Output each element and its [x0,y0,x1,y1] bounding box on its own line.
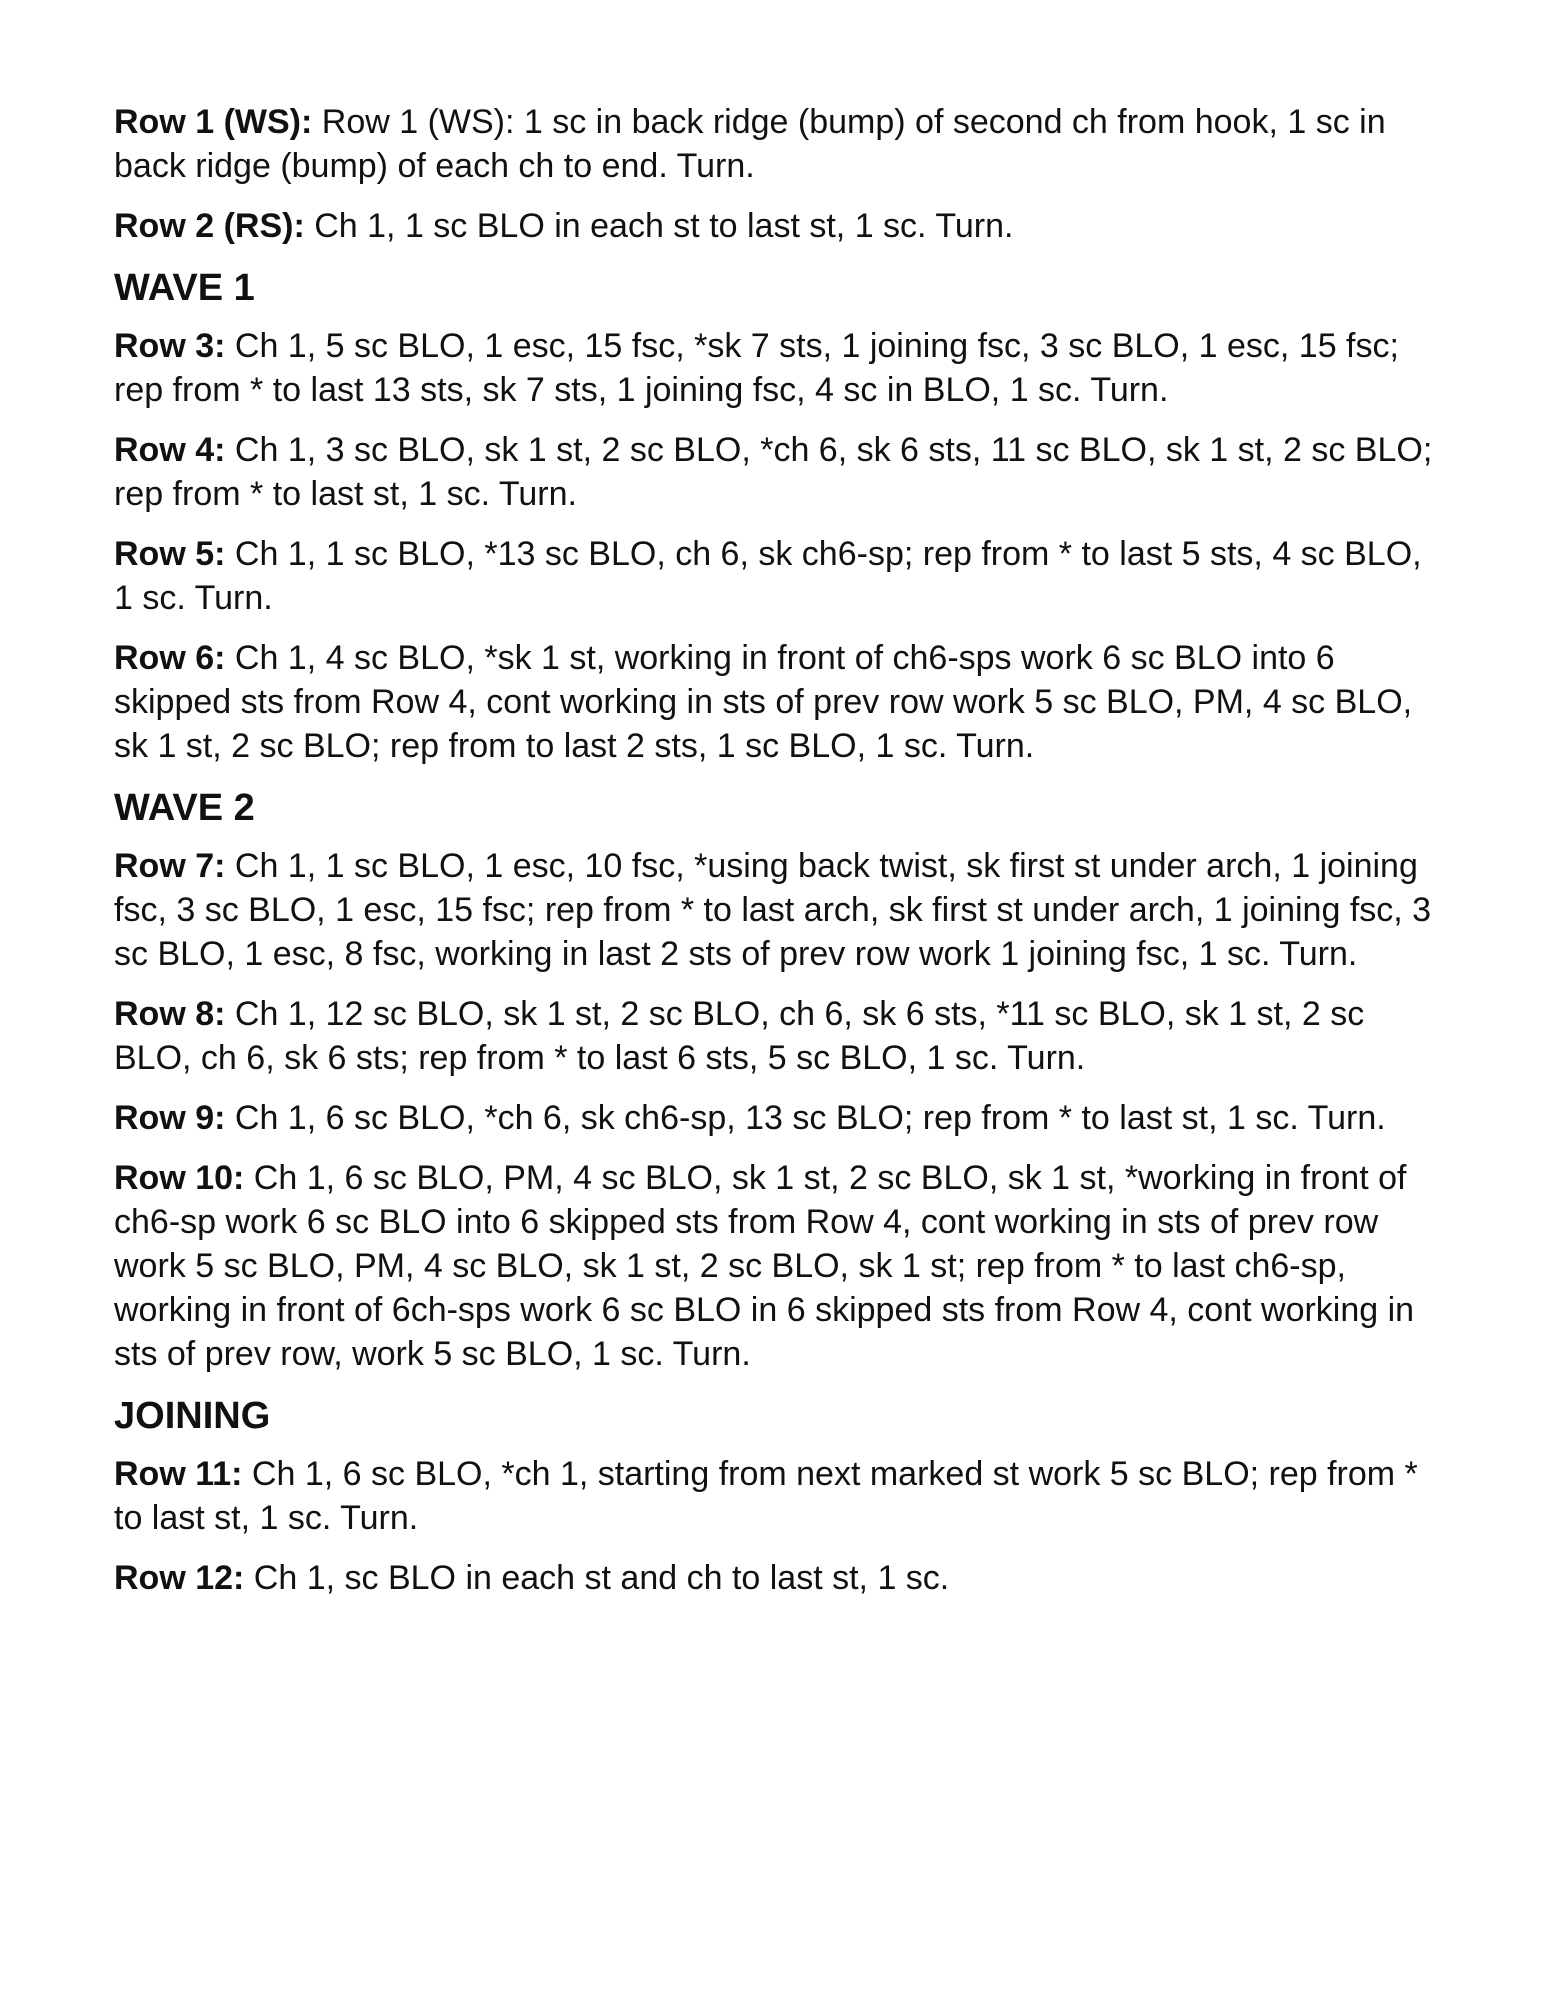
row-1 [114,100,1434,188]
row-7 [114,844,1434,976]
row-2 [114,204,1434,248]
row-label: Row 11: [114,1455,243,1493]
row-5 [114,532,1434,620]
row-6 [114,636,1434,768]
row-label: Row 7: [114,847,226,885]
row-text: Ch 1, 1 sc BLO, *13 sc BLO, ch 6, sk ch6-sp; rep from * to last 5 sts, 4 sc BLO, 1 sc. Turn. [114,535,1422,617]
row-11 [114,1452,1434,1540]
row-text: Ch 1, 6 sc BLO, *ch 6, sk ch6-sp, 13 sc BLO; rep from * to last st, 1 sc. Turn. [225,1099,1386,1137]
row-9 [114,1096,1434,1140]
row-12 [114,1556,1434,1600]
row-label: Row 3: [114,327,226,365]
row-label: Row 8: [114,995,226,1033]
row-text: Ch 1, 12 sc BLO, sk 1 st, 2 sc BLO, ch 6, sk 6 sts, *11 sc BLO, sk 1 st, 2 sc BLO, ch 6, sk 6 sts; rep from * to last 6 sts, 5 sc BLO, 1 sc. Turn. [114,995,1365,1077]
row-label: Row 2 (RS): [114,207,305,245]
pattern-page [114,100,1434,1616]
section-heading-wave-2: WAVE 2 [114,787,255,829]
row-label: Row 4: [114,431,226,469]
row-8 [114,992,1434,1080]
row-4 [114,428,1434,516]
row-3 [114,324,1434,412]
row-text: Ch 1, sc BLO in each st and ch to last st, 1 sc. [244,1559,950,1597]
section-heading-joining: JOINING [114,1395,271,1437]
row-text: Ch 1, 6 sc BLO, *ch 1, starting from next marked st work 5 sc BLO; rep from * to last st, 1 sc. Turn. [114,1455,1418,1537]
row-label: Row 9: [114,1099,226,1137]
section-heading-wave-1: WAVE 1 [114,267,255,309]
row-label: Row 5: [114,535,226,573]
row-text: Ch 1, 5 sc BLO, 1 esc, 15 fsc, *sk 7 sts, 1 joining fsc, 3 sc BLO, 1 esc, 15 fsc; rep from * to last 13 sts, sk 7 sts, 1 joining fsc, 4 sc in BLO, 1 sc. Turn. [114,327,1399,409]
row-text: Ch 1, 4 sc BLO, *sk 1 st, working in front of ch6-sps work 6 sc BLO into 6 skipped sts from Row 4, cont working in sts of prev row work 5 sc BLO, PM, 4 sc BLO, sk 1 st, 2 sc BLO; rep from to last 2 sts, 1 sc BLO, 1 sc. Turn. [114,639,1413,765]
row-10 [114,1156,1434,1376]
row-text: Ch 1, 6 sc BLO, PM, 4 sc BLO, sk 1 st, 2 sc BLO, sk 1 st, *working in front of ch6-sp work 6 sc BLO into 6 skipped sts from Row 4, cont working in sts of prev row work 5 sc BLO, PM, 4 sc BLO, sk 1 st, 2 sc BLO, sk 1 st; rep from * to last ch6-sp, working in front of 6ch-sps work 6 sc BLO in 6 skipped sts from Row 4, cont working in sts of prev row, work 5 sc BLO, 1 sc. Turn. [114,1159,1415,1373]
row-label: Row 6: [114,639,226,677]
row-text: Ch 1, 3 sc BLO, sk 1 st, 2 sc BLO, *ch 6, sk 6 sts, 11 sc BLO, sk 1 st, 2 sc BLO; rep from * to last st, 1 sc. Turn. [114,431,1433,513]
row-text: Row 1 (WS): 1 sc in back ridge (bump) of second ch from hook, 1 sc in back ridge (bump) of each ch to end. Turn. [114,103,1386,185]
row-label: Row 10: [114,1159,245,1197]
row-text: Ch 1, 1 sc BLO in each st to last st, 1 sc. Turn. [304,207,1014,245]
row-label: Row 12: [114,1559,245,1597]
row-label: Row 1 (WS): [114,103,313,141]
row-text: Ch 1, 1 sc BLO, 1 esc, 10 fsc, *using back twist, sk first st under arch, 1 joining fsc, 3 sc BLO, 1 esc, 15 fsc; rep from * to last arch, sk first st under arch, 1 joining fsc, 3 sc BLO, 1 esc, 8 fsc, working in last 2 sts of prev row work 1 joining fsc, 1 sc. Turn. [114,847,1432,973]
